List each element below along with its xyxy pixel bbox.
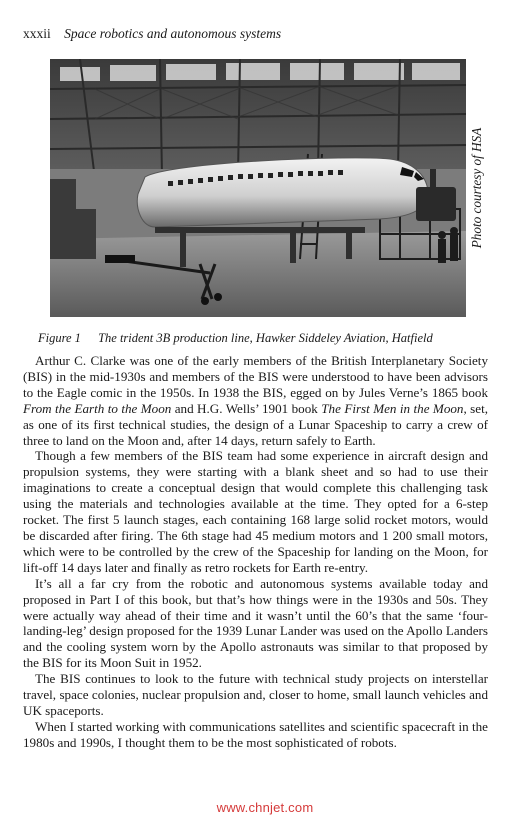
book-title-italic: The First Men in the Moon xyxy=(321,400,464,416)
figure-caption xyxy=(38,331,433,346)
paragraph xyxy=(23,353,488,448)
paragraph: When I started working with communications satellites and scientific spacecraft in the 1980s and 1990s, I thought them to be the most sophisticated of robots. xyxy=(23,718,488,750)
paragraph-text: and H.G. Wells’ 1901 book xyxy=(171,400,322,416)
paragraph-text: Arthur C. Clarke was one of the early members of the British Interplanetary Society (BIS) in the mid-1930s and members of the BIS were understood to have been advisors to the Eagle comic in the 1950s. In 1938 the BIS, egged on by Jules Verne’s 1865 book xyxy=(23,353,488,400)
photo-credit xyxy=(468,59,486,317)
page-number: xxxii xyxy=(23,26,51,41)
aircraft-production-line-image xyxy=(50,59,466,317)
running-header xyxy=(23,26,281,42)
figure-photo xyxy=(50,59,466,317)
paragraph: The BIS continues to look to the future with technical study projects on interstellar travel, space colonies, nuclear propulsion and, closer to home, small launch vehicles and UK spaceports. xyxy=(23,671,488,718)
paragraph: Though a few members of the BIS team had some experience in aircraft design and propulsion systems, they were starting with a blank sheet and so had to use their imaginations to create a conceptual design that would complete this challenging task using the materials and technologies available at the time. They opted for a 6-step rocket. The first 5 launch stages, each containing 168 large solid rocket motors, would be discarded after firing. The 6th stage had 45 medium motors and 1 200 small motors, which were to be controlled by the crew of the Spaceship for landing on the Moon, for lift-off 14 days later and finally as retro rockets for Earth re-entry. xyxy=(23,448,488,575)
watermark: www.chnjet.com xyxy=(216,800,314,815)
book-title: Space robotics and autonomous systems xyxy=(64,26,282,41)
photo-credit-text: Photo courtesy of HSA xyxy=(469,127,484,249)
figure-label: Figure 1 xyxy=(38,331,81,345)
book-title-italic: From the Earth to the Moon xyxy=(23,400,172,416)
body-text xyxy=(23,353,488,751)
figure-caption-text: The trident 3B production line, Hawker Siddeley Aviation, Hatfield xyxy=(98,331,433,345)
paragraph-text: , set, as one of its first technical studies, the design of a Lunar Spaceship to carry a crew of three to land on the Moon and, after 14 days, return safely to Earth. xyxy=(23,400,489,448)
paragraph: It’s all a far cry from the robotic and autonomous systems available today and proposed in Part I of this book, but that’s how things were in the 1930s and 50s. They were actually way ahead of their time and it wasn’t until the 60’s that the same ‘four-landing-leg’ design proposed for the 1939 Lunar Lander was used on the Apollo Landers and the cooling system worn by the Apollo astronauts was similar to that proposed by the BIS for its Moon Suit in 1952. xyxy=(23,575,488,671)
